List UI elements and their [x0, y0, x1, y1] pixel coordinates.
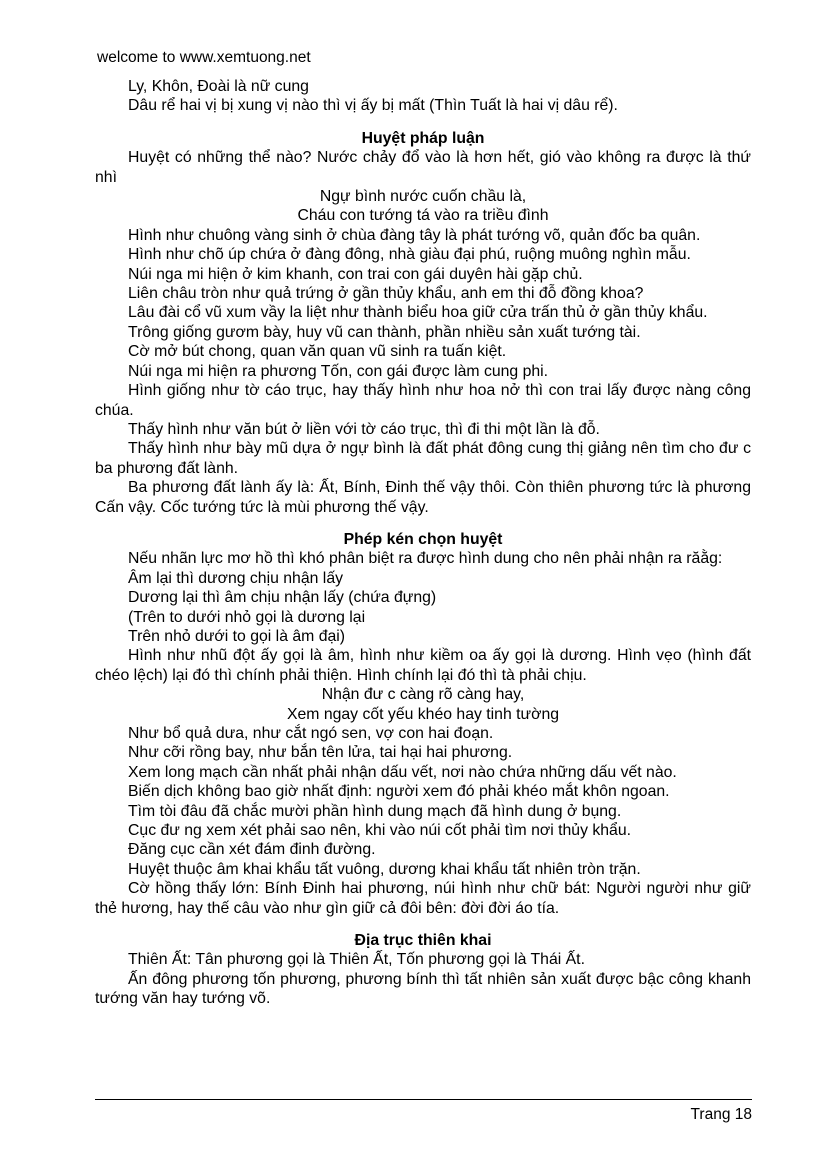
paragraph: Thiên Ất: Tân phương gọi là Thiên Ất, Tốn phương gọi là Thái Ất. — [128, 951, 585, 969]
section-heading: Huyệt pháp luận — [361, 129, 485, 147]
paragraph: Thấy hình như văn bút ở liền với tờ cáo trục, thì đi thi một lần là đỗ. — [128, 420, 600, 438]
paragraph: Hình như chõ úp chứa ở đàng đông, nhà giàu đại phú, ruộng muông nghìn mẫu. — [128, 246, 691, 264]
paragraph: Biến dịch không bao giờ nhất định: người xem đó phải khéo mắt khôn ngoan. — [128, 783, 670, 801]
section-heading: Địa trục thiên khai — [354, 932, 492, 950]
site-note: welcome to www.xemtuong.net — [97, 49, 311, 66]
verse-line: Nhận đư c càng rõ càng hay, — [321, 686, 525, 704]
paragraph: Huyệt có những thể nào? Nước chảy đổ vào là hơn hết, gió vào không ra được là thứ nhì — [95, 149, 751, 186]
paragraph: Âm lại thì dương chịu nhận lấy — [128, 569, 344, 587]
paragraph: Xem long mạch cần nhất phải nhận dấu vết, nơi nào chứa những dấu vết nào. — [128, 763, 677, 781]
footer-divider — [95, 1099, 752, 1100]
paragraph: Trông giống gươm bày, huy vũ can thành, phần nhiều sản xuất tướng tài. — [128, 323, 641, 341]
paragraph: Cờ mở bút chong, quan văn quan vũ sinh ra tuấn kiệt. — [128, 343, 507, 361]
paragraph: Huyệt thuộc âm khai khẩu tất vuông, dương khai khẩu tất nhiên tròn trặn. — [128, 860, 641, 878]
paragraph: Tìm tòi đâu đã chắc mười phần hình dung mạch đã hình dung ở bụng. — [128, 802, 622, 820]
paragraph: Hình giống như tờ cáo trục, hay thấy hình như hoa nở thì con trai lấy được nàng công chúa. — [95, 382, 751, 419]
verse-line: Ngự bình nước cuốn chầu là, — [319, 188, 527, 206]
paragraph: Dâu rể hai vị bị xung vị nào thì vị ấy bị mất (Thìn Tuất là hai vị dâu rể). — [128, 97, 618, 115]
paragraph: Dương lại thì âm chịu nhận lấy (chứa đựng) — [128, 589, 437, 607]
paragraph: Như bổ quả dưa, như cắt ngó sen, vợ con hai đoạn. — [128, 725, 494, 742]
document-body — [95, 77, 751, 1009]
paragraph: Ba phương đất lành ấy là: Ất, Bính, Đinh thế vậy thôi. Còn thiên phương tức là phương Cấn vậy. Cốc tướng tức là mùi phương thế vậy. — [95, 479, 751, 516]
page-number: Trang 18 — [690, 1106, 752, 1123]
paragraph: Lâu đài cổ vũ xum vầy la liệt như thành biểu hoa giữ cửa trấn thủ ở gần thủy khẩu. — [128, 304, 708, 322]
paragraph: Ấn đông phương tốn phương, phương bính thì tất nhiên sản xuất được bậc công khanh tướng văn hay tướng võ. — [95, 970, 751, 1008]
verse-line: Xem ngay cốt yếu khéo hay tinh tường — [286, 705, 560, 723]
paragraph: Cục đư ng xem xét phải sao nên, khi vào núi cốt phải tìm nơi thủy khẩu. — [128, 822, 632, 840]
paragraph: Trên nhỏ dưới to gọi là âm đại) — [128, 627, 346, 645]
paragraph: Núi nga mi hiện ở kim khanh, con trai con gái duyên hài gặp chủ. — [128, 265, 583, 283]
paragraph: Thấy hình như bày mũ dựa ở ngự bình là đất phát đông cung thị giảng nên tìm cho đư c ba phương đất lành. — [95, 440, 751, 477]
paragraph: Liên châu tròn như quả trứng ở gần thủy khẩu, anh em thi đỗ đồng khoa? — [128, 285, 644, 303]
section-heading: Phép kén chọn huyệt — [343, 530, 503, 548]
paragraph: Nếu nhãn lực mơ hồ thì khó phân biệt ra được hình dung cho nên phải nhận ra răằg: — [128, 550, 723, 568]
paragraph: Cờ hồng thấy lớn: Bính Đinh hai phương, núi hình như chữ bát: Người người như giữ thẻ hương, hay thế câu vào như gìn giữ cả đôi bên: đời đời áo tía. — [95, 880, 751, 917]
paragraph: Đăng cục cần xét đám đinh đường. — [128, 841, 376, 859]
paragraph: Hình như nhũ đột ấy gọi là âm, hình như kiềm oa ấy gọi là dương. Hình vẹo (hình đất chéo lệch) lại đó thì chính phải thiện. Hình chính lại đó thì tà phải chịu. — [95, 647, 751, 684]
verse-line: Cháu con tướng tá vào ra triều đình — [297, 207, 549, 225]
paragraph: Như cỡi rồng bay, như bắn tên lửa, tai hại hai phương. — [128, 744, 513, 762]
paragraph: (Trên to dưới nhỏ gọi là dương lại — [128, 608, 366, 626]
paragraph: Ly, Khôn, Đoài là nữ cung — [128, 78, 309, 95]
paragraph: Hình như chuông vàng sinh ở chùa đàng tây là phát tướng võ, quản đốc ba quân. — [128, 226, 701, 244]
paragraph: Núi nga mi hiện ra phương Tốn, con gái được làm cung phi. — [128, 362, 549, 380]
